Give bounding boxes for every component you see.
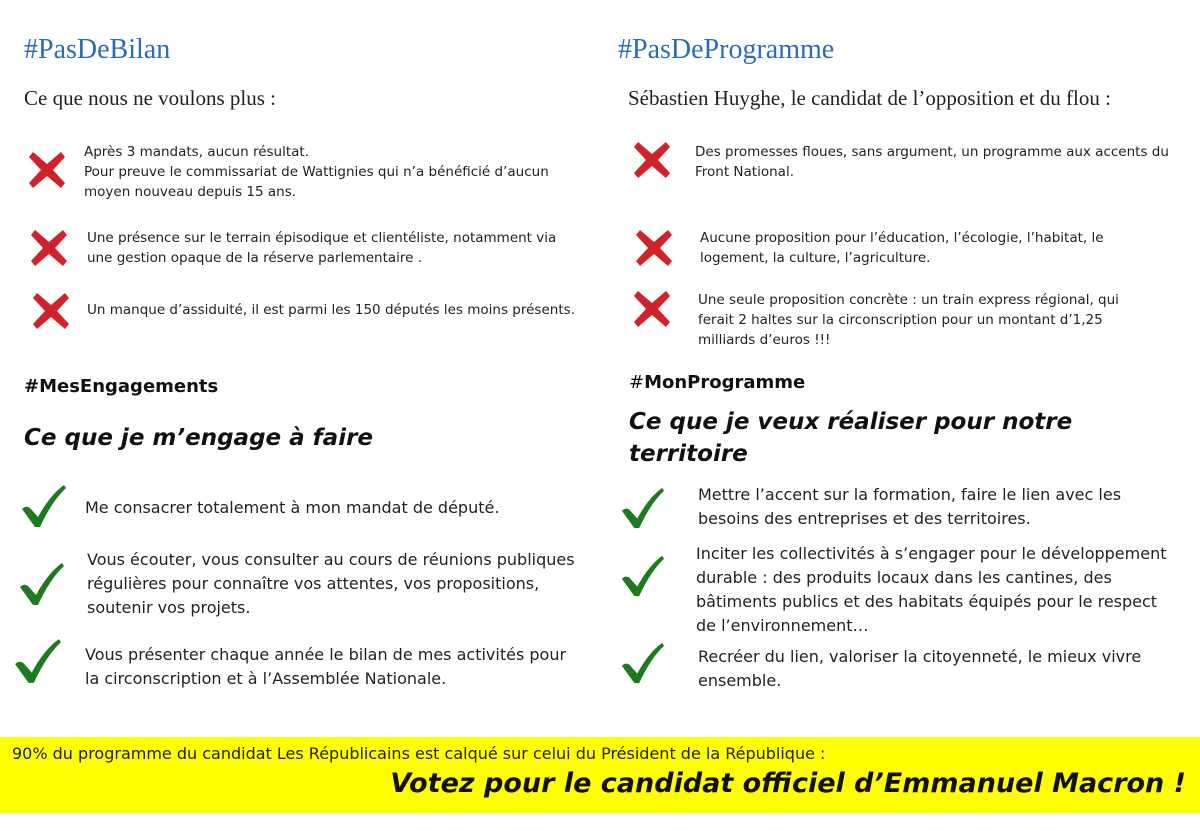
monprogramme-item: Inciter les collectivités à s’engager pour le développement durable : des produits locaux dans les cantines, des bâtiments publics et des habitats équipés pour le respect de l’environnement… — [696, 544, 1167, 635]
hashtag-symbol: # — [629, 372, 645, 393]
hashtag-monprogramme — [629, 372, 805, 393]
cross-icon — [634, 228, 674, 268]
footer-call-to-action: Votez pour le candidat officiel d’Emmanuel Macron ! — [390, 768, 1186, 799]
hashtag-pasdeprogramme: #PasDeProgramme — [618, 34, 835, 65]
hashtag-mesengagements: #MesEngagements — [24, 376, 219, 397]
title-engagements: Ce que je m’engage à faire — [24, 425, 374, 451]
check-icon — [620, 486, 666, 530]
programme-item: Des promesses floues, sans argument, un programme aux accents du Front National. — [695, 144, 1169, 180]
check-icon — [13, 636, 63, 686]
engagement-item: Vous présenter chaque année le bilan de mes activités pour la circonscription et à l’Assemblée Nationale. — [85, 645, 567, 688]
check-icon — [18, 560, 66, 608]
bilan-item: Une présence sur le terrain épisodique et clientéliste, notamment via une gestion opaque de la réserve parlementaire . — [87, 230, 557, 266]
cross-icon — [27, 150, 67, 190]
cross-icon — [632, 140, 672, 180]
engagement-item: Vous écouter, vous consulter au cours de réunions publiques régulières pour connaître vos attentes, vos propositions, soutenir vos projets. — [87, 550, 575, 617]
title-monprogramme: Ce que je veux réaliser pour notre territoire — [629, 409, 1073, 467]
check-icon — [620, 640, 666, 686]
bilan-item: Un manque d’assiduité, il est parmi les 150 députés les moins présents. — [87, 302, 575, 318]
hashtag-word: MonProgramme — [644, 372, 806, 393]
engagement-item: Me consacrer totalement à mon mandat de député. — [85, 498, 500, 517]
bilan-item: Après 3 mandats, aucun résultat. Pour preuve le commissariat de Wattignies qui n’a bénéficié d’aucun moyen nouveau depuis 15 ans. — [84, 144, 549, 200]
monprogramme-item: Mettre l’accent sur la formation, faire le lien avec les besoins des entreprises et des territoires. — [698, 485, 1122, 528]
subtitle-programme: Sébastien Huyghe, le candidat de l’opposition et du flou : — [628, 86, 1111, 110]
programme-item: Aucune proposition pour l’éducation, l’écologie, l’habitat, le logement, la culture, l’agriculture. — [700, 230, 1104, 266]
footer-statement: 90% du programme du candidat Les Républicains est calqué sur celui du Président de la République : — [12, 744, 826, 763]
hashtag-pasdebilan: #PasDeBilan — [24, 34, 171, 65]
cross-icon — [31, 291, 71, 331]
cross-icon — [29, 228, 69, 268]
check-icon — [20, 483, 68, 529]
check-icon — [620, 553, 666, 599]
cross-icon — [632, 289, 672, 329]
monprogramme-item: Recréer du lien, valoriser la citoyenneté, le mieux vivre ensemble. — [698, 647, 1142, 690]
subtitle-bilan: Ce que nous ne voulons plus : — [24, 86, 276, 110]
programme-item: Une seule proposition concrète : un train express régional, qui ferait 2 haltes sur la circonscription pour un montant d’1,25 milliards d’euros !!! — [698, 292, 1119, 348]
